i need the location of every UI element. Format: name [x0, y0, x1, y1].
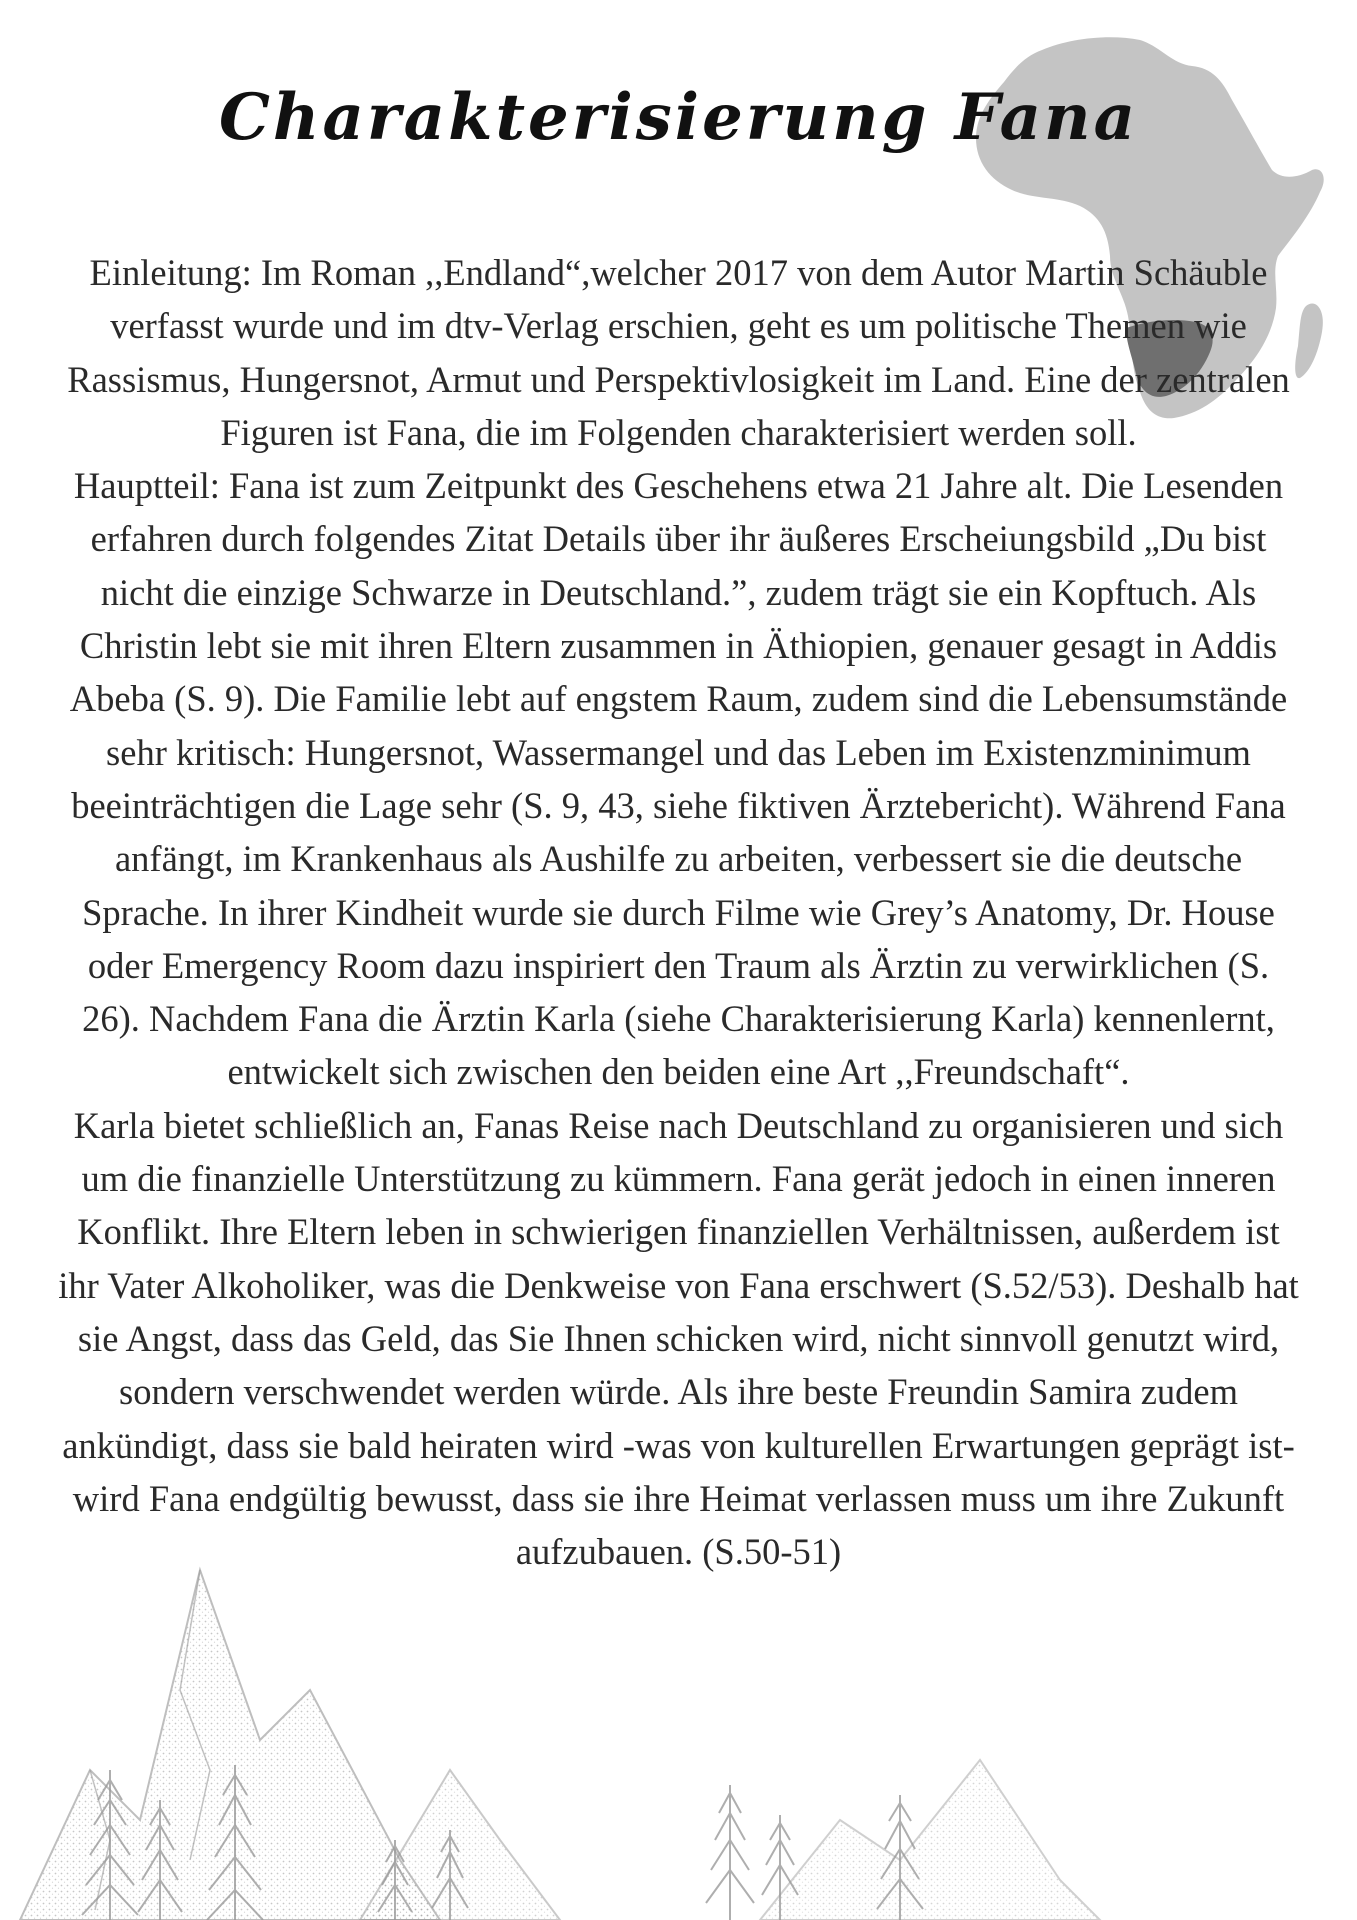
body-text: [55, 246, 1302, 1578]
paragraph-conflict: Karla bietet schließlich an, Fanas Reise nach Deutschland zu organisieren und sich um die finanzielle Unterstützung zu kümmern. Fana gerät jedoch in einen inneren Konflikt. Ihre Eltern leben in schwierigen finanziellen Verhältnissen, außerdem ist ihr Vater Alkoholiker, was die Denkweise von Fana erschwert (S.52/53). Deshalb hat sie Angst, dass das Geld, das Sie Ihnen schicken wird, nicht sinnvoll genutzt wird, sondern verschwendet werden würde. Als ihre beste Freundin Samira zudem ankündigt, dass sie bald heiraten wird -was von kulturellen Erwartungen geprägt ist- wird Fana endgültig bewusst, dass sie ihre Heimat verlassen muss um ihre Zukunft aufzubauen. (S.50-51): [58, 1104, 1299, 1573]
page-title: Charakterisierung Fana: [218, 80, 1139, 155]
paragraph-main-part: Hauptteil: Fana ist zum Zeitpunkt des Geschehens etwa 21 Jahre alt. Die Lesenden erfahren durch folgendes Zitat Details über ihr äußeres Erscheiungsbild „Du bist nicht die einzige Schwarze in Deutschland.”, zudem trägt sie ein Kopftuch. Als Christin lebt sie mit ihren Eltern zusammen in Äthiopien, genauer gesagt in Addis Abeba (S. 9). Die Familie lebt auf engstem Raum, zudem sind die Lebensumstände sehr kritisch: Hungersnot, Wassermangel und das Leben im Existenzminimum beeinträchtigen die Lage sehr (S. 9, 43, siehe fiktiven Ärztebericht). Während Fana anfängt, im Krankenhaus als Aushilfe zu arbeiten, verbessert sie die deutsche Sprache. In ihrer Kindheit wurde sie durch Filme wie Grey’s Anatomy, Dr. House oder Emergency Room dazu inspiriert den Traum als Ärztin zu verwirklichen (S. 26). Nachdem Fana die Ärztin Karla (siehe Charakterisierung Karla) kennenlernt, entwickelt sich zwischen den beiden eine Art ,,Freundschaft“.: [69, 465, 1288, 1093]
paragraph-introduction: Einleitung: Im Roman ,,Endland“,welcher 2017 von dem Autor Martin Schäuble verfasst wurde und im dtv-Verlag erschien, geht es um politische Themen wie Rassismus, Hungersnot, Armut und Perspektivlosigkeit im Land. Eine der zentralen Figuren ist Fana, die im Folgenden charakterisiert werden soll.: [67, 252, 1290, 453]
